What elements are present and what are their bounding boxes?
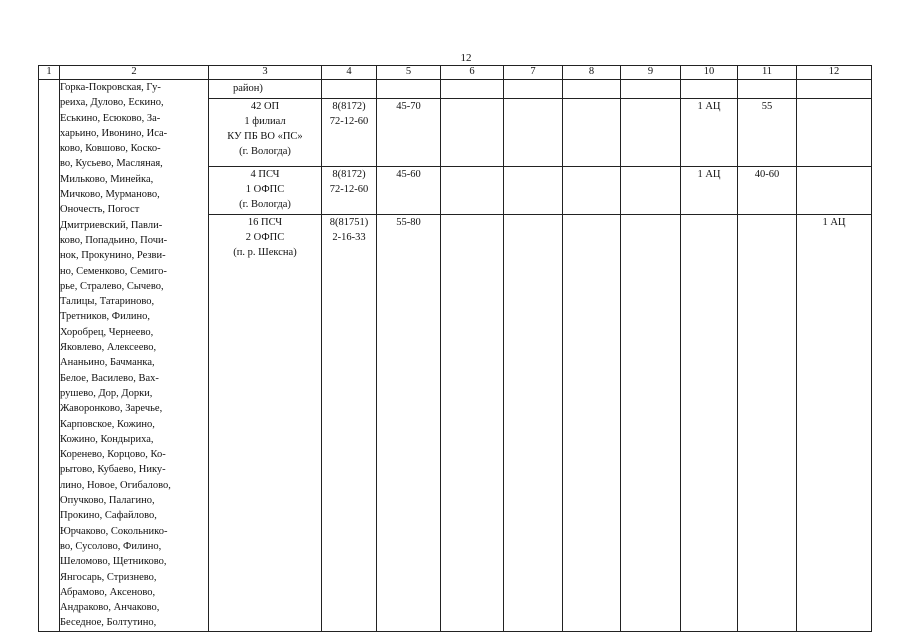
equipment-cell	[797, 167, 872, 214]
settlement-line: Жаворонково, Заречье,	[60, 403, 163, 415]
header-cell: 12	[797, 66, 872, 80]
settlement-line: Белое, Василево, Вах-	[60, 372, 159, 384]
cell-line: 2 ОФПС	[245, 231, 285, 243]
settlement-line: Мильково, Минейка,	[60, 173, 154, 185]
phone-cell	[322, 167, 377, 214]
cell-line: КУ ПБ ВО «ПС»	[227, 130, 303, 142]
equipment-cell	[681, 214, 738, 631]
cell-line: (г. Вологда)	[239, 145, 291, 157]
settlement-line: реиха, Дулово, Ескино,	[60, 97, 164, 109]
header-cell: 2	[60, 66, 209, 80]
settlement-line: Третников, Филино,	[60, 311, 151, 323]
header-cell: 9	[621, 66, 681, 80]
cell-line: 2-16-33	[332, 231, 366, 243]
time-cell	[738, 80, 797, 99]
time-cell	[738, 214, 797, 631]
equipment-cell	[681, 167, 738, 214]
cell-line: 8(81751)	[329, 216, 369, 228]
settlement-line: Ананьино, Бачманка,	[60, 357, 155, 369]
cell-line: (п. р. Шексна)	[233, 246, 297, 258]
header-cell: 4	[322, 66, 377, 80]
settlements-cell	[60, 80, 209, 632]
settlement-line: Кожино, Кондыриха,	[60, 433, 154, 445]
cell-line: 1 АЦ	[822, 216, 846, 228]
settlement-line: но, Семенково, Семиго-	[60, 265, 167, 277]
settlement-line: Абрамово, Аксеново,	[60, 586, 156, 598]
distance-cell	[377, 214, 441, 631]
empty-cell	[621, 167, 681, 214]
time-cell	[738, 98, 797, 167]
header-cell: 3	[209, 66, 322, 80]
settlement-line: Коренево, Корцово, Ко-	[60, 449, 166, 461]
cell-line: район)	[233, 83, 263, 94]
settlement-line: Шеломово, Щетниково,	[60, 556, 167, 568]
distance-cell	[377, 167, 441, 214]
page-number: 12	[460, 52, 472, 64]
header-cell: 6	[441, 66, 504, 80]
settlement-line: Хоробрец, Чернеево,	[60, 326, 154, 338]
cell-line: 45-60	[396, 169, 421, 181]
cell-line: 40-60	[754, 169, 780, 181]
settlement-line: Мичково, Мурманово,	[60, 189, 160, 201]
header-cell: 1	[39, 66, 60, 80]
cell-line: 72-12-60	[329, 115, 369, 127]
empty-cell	[441, 167, 504, 214]
settlement-line: Талицы, Татариново,	[60, 296, 155, 308]
empty-cell	[504, 214, 563, 631]
settlement-line: ково, Попадьино, Почи-	[60, 234, 168, 246]
phone-cell	[322, 98, 377, 167]
cell-line: 1 АЦ	[697, 100, 721, 112]
phone-cell	[322, 214, 377, 631]
empty-cell	[504, 98, 563, 167]
cell-line: 45-70	[396, 100, 421, 112]
distance-cell	[377, 80, 441, 99]
cell-line: 72-12-60	[329, 184, 369, 196]
header-cell: 7	[504, 66, 563, 80]
cell-line: 1 ОФПС	[245, 184, 285, 196]
empty-cell	[504, 167, 563, 214]
settlement-line: Юрчаково, Сокольнико-	[60, 525, 168, 537]
empty-cell	[441, 214, 504, 631]
empty-cell	[621, 98, 681, 167]
cell-line: 55-80	[396, 216, 421, 228]
empty-cell	[563, 80, 621, 99]
equipment-cell	[797, 214, 872, 631]
cell-line: 55	[761, 100, 773, 112]
settlement-line: харьино, Ивонино, Иса-	[60, 127, 168, 139]
cell-line: 16 ПСЧ	[247, 216, 283, 228]
empty-cell	[621, 214, 681, 631]
settlement-line: Яковлево, Алексеево,	[60, 342, 157, 354]
header-cell: 5	[377, 66, 441, 80]
empty-cell	[441, 98, 504, 167]
unit-cell	[209, 98, 322, 167]
empty-cell	[563, 167, 621, 214]
empty-cell	[563, 98, 621, 167]
settlement-line: рье, Стралево, Сычево,	[60, 280, 164, 292]
header-cell: 11	[738, 66, 797, 80]
empty-cell	[563, 214, 621, 631]
equipment-cell	[797, 98, 872, 167]
cell-line: 8(8172)	[332, 100, 366, 112]
settlement-line: Дмитриевский, Павли-	[60, 219, 163, 231]
unit-cell	[209, 80, 322, 99]
unit-cell	[209, 167, 322, 214]
settlement-line: Беседное, Болтутино,	[60, 617, 157, 629]
table-row	[39, 80, 872, 99]
cell-line: 4 ПСЧ	[250, 169, 280, 181]
equipment-cell	[681, 80, 738, 99]
fire-department-table	[38, 65, 872, 632]
header-cell: 8	[563, 66, 621, 80]
cell-line: 8(8172)	[332, 169, 366, 181]
settlement-line: Карповское, Кожино,	[60, 418, 155, 430]
settlement-line: рушево, Дор, Дорки,	[60, 387, 153, 399]
cell-line: (г. Вологда)	[239, 199, 291, 211]
cell-line: 1 филиал	[244, 115, 286, 127]
settlement-line: ково, Ковшово, Коско-	[60, 143, 161, 155]
distance-cell	[377, 98, 441, 167]
equipment-cell	[797, 80, 872, 99]
unit-cell	[209, 214, 322, 631]
settlement-line: Горка-Покровская, Гу-	[60, 82, 161, 93]
settlement-line: лино, Новое, Огибалово,	[60, 479, 171, 491]
equipment-cell	[681, 98, 738, 167]
settlement-line: Опучково, Палагино,	[60, 495, 155, 507]
cell-line: 1 АЦ	[697, 169, 721, 181]
col1-cell	[39, 80, 60, 632]
settlement-line: Янгосарь, Стризнево,	[60, 571, 157, 583]
settlement-line: Прокино, Сафайлово,	[60, 510, 157, 522]
time-cell	[738, 167, 797, 214]
settlement-line: рытово, Кубаево, Нику-	[60, 464, 166, 476]
header-row	[39, 66, 872, 80]
settlement-line: нок, Прокунино, Резви-	[60, 250, 166, 262]
settlement-line: Андраково, Анчаково,	[60, 602, 160, 614]
empty-cell	[504, 80, 563, 99]
empty-cell	[621, 80, 681, 99]
settlement-line: во, Кусьево, Масляная,	[60, 158, 163, 170]
empty-cell	[441, 80, 504, 99]
header-cell: 10	[681, 66, 738, 80]
phone-cell	[322, 80, 377, 99]
settlement-line: во, Сусолово, Филино,	[60, 540, 162, 552]
cell-line: 42 ОП	[250, 100, 280, 112]
settlement-line: Еськино, Есюково, За-	[60, 112, 161, 124]
settlement-line: Оночесть, Погост	[60, 204, 140, 216]
